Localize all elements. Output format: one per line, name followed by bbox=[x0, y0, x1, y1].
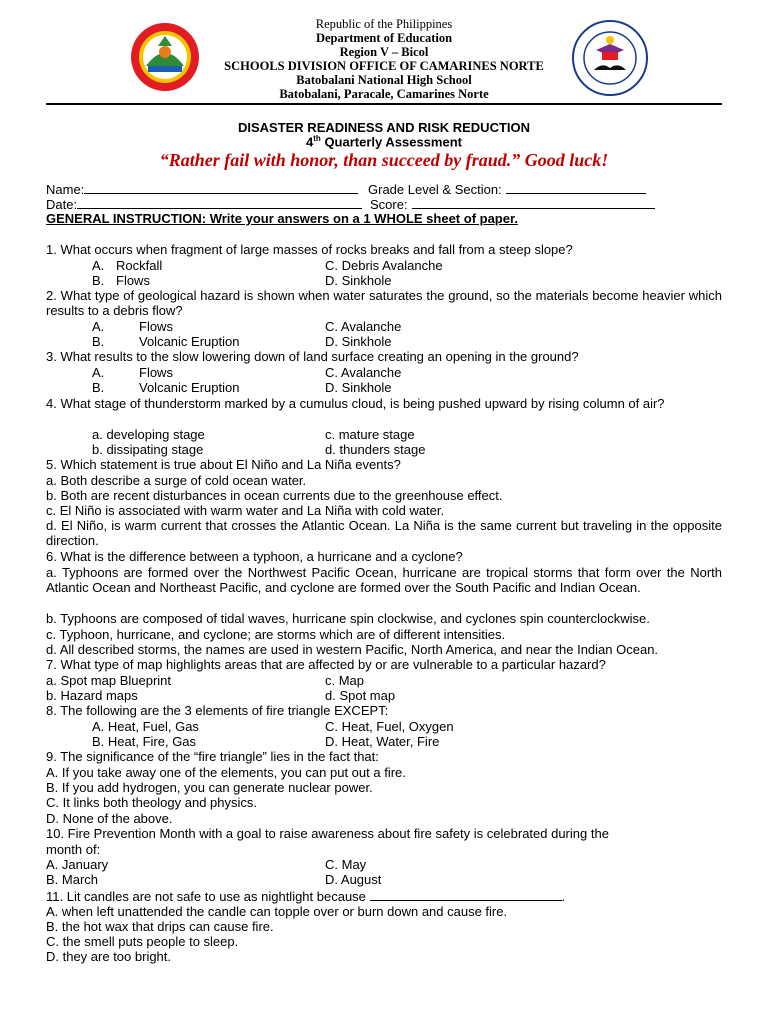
q4-option-c: c. mature stage bbox=[325, 427, 415, 442]
q2-option-b bbox=[92, 334, 239, 349]
q4-option-b: b. dissipating stage bbox=[92, 442, 204, 457]
q11-option-b: B. the hot wax that drips can cause fire. bbox=[46, 919, 274, 934]
q3-option-a-letter: A. bbox=[92, 365, 105, 380]
q6-option-c: c. Typhoon, hurricane, and cyclone; are storms which are of different intensities. bbox=[46, 627, 506, 642]
q5-option-b: b. Both are recent disturbances in ocean currents due to the greenhouse effect. bbox=[46, 488, 503, 503]
q6-option-a: a. Typhoons are formed over the Northwest Pacific Ocean, hurricane are tropical storms that form over the North Atlantic Ocean and Northeast Pacific, and cyclone are formed over the South Pacific and Indian Ocean. bbox=[46, 565, 722, 596]
q3-option-b-letter: B. bbox=[92, 380, 105, 395]
question-10-cont: month of: bbox=[46, 842, 101, 857]
name-label: Name: bbox=[46, 182, 85, 197]
q11-answer-blank[interactable] bbox=[370, 888, 562, 901]
question-7: 7. What type of map highlights areas that are affected by or are vulnerable to a particular hazard? bbox=[46, 657, 606, 672]
q1-option-b bbox=[92, 273, 150, 288]
header-line-address: Batobalani, Paracale, Camarines Norte bbox=[279, 87, 489, 101]
grade-label: Grade Level & Section: bbox=[368, 182, 502, 197]
question-11-end: . bbox=[561, 889, 566, 904]
q3-option-b bbox=[92, 380, 239, 395]
assessment-number: 4 bbox=[306, 134, 314, 150]
q10-option-b: B. March bbox=[46, 872, 99, 887]
q7-option-b: b. Hazard maps bbox=[46, 688, 138, 703]
header-line-republic: Republic of the Philippines bbox=[315, 17, 453, 31]
subject-title: DISASTER READINESS AND RISK REDUCTION bbox=[237, 120, 531, 135]
q1-option-a-text: Rockfall bbox=[116, 258, 163, 273]
q2-option-c: C. Avalanche bbox=[325, 319, 402, 334]
question-5: 5. Which statement is true about El Niño and La Niña events? bbox=[46, 457, 401, 472]
question-3: 3. What results to the slow lowering down of land surface creating an opening in the ground? bbox=[46, 349, 579, 364]
question-2: 2. What type of geological hazard is shown when water saturates the ground, so the materials become heavier which results to a debris flow? bbox=[46, 288, 722, 319]
q2-option-b-text: Volcanic Eruption bbox=[139, 334, 240, 349]
q1-option-a bbox=[92, 258, 162, 273]
q3-option-a bbox=[92, 365, 173, 380]
date-field[interactable] bbox=[46, 196, 362, 212]
q10-option-a: A. January bbox=[46, 857, 109, 872]
question-10: 10. Fire Prevention Month with a goal to raise awareness about fire safety is celebrated during the bbox=[46, 826, 609, 841]
score-field[interactable] bbox=[370, 196, 655, 212]
q7-option-d: d. Spot map bbox=[325, 688, 396, 703]
q2-option-b-letter: B. bbox=[92, 334, 105, 349]
q8-option-b: B. Heat, Fire, Gas bbox=[92, 734, 197, 749]
score-label: Score: bbox=[370, 197, 408, 212]
q1-option-d: D. Sinkhole bbox=[325, 273, 392, 288]
question-11 bbox=[46, 888, 565, 904]
q5-option-c: c. El Niño is associated with warm water and La Niña with cold water. bbox=[46, 503, 445, 518]
q3-option-a-text: Flows bbox=[139, 365, 173, 380]
grade-field[interactable] bbox=[368, 181, 646, 197]
name-blank[interactable] bbox=[84, 181, 358, 194]
q7-option-c: c. Map bbox=[325, 673, 365, 688]
header-line-region: Region V – Bicol bbox=[339, 45, 429, 59]
q1-option-c: C. Debris Avalanche bbox=[325, 258, 443, 273]
q3-option-c: C. Avalanche bbox=[325, 365, 402, 380]
q9-option-b: B. If you add hydrogen, you can generate nuclear power. bbox=[46, 780, 373, 795]
q3-option-d: D. Sinkhole bbox=[325, 380, 392, 395]
header-divider bbox=[46, 103, 722, 105]
name-field[interactable] bbox=[46, 181, 358, 197]
q11-option-c: C. the smell puts people to sleep. bbox=[46, 934, 239, 949]
q11-option-a: A. when left unattended the candle can topple over or burn down and cause fire. bbox=[46, 904, 508, 919]
q5-option-a: a. Both describe a surge of cold ocean water. bbox=[46, 473, 307, 488]
question-6: 6. What is the difference between a typhoon, a hurricane and a cyclone? bbox=[46, 549, 463, 564]
q8-option-a: A. Heat, Fuel, Gas bbox=[92, 719, 199, 734]
header-line-deped: Department of Education bbox=[315, 31, 453, 45]
assessment-text: Quarterly Assessment bbox=[320, 134, 462, 150]
header-line-school: Batobalani National High School bbox=[296, 73, 472, 87]
q2-option-d: D. Sinkhole bbox=[325, 334, 392, 349]
q2-option-a-letter: A. bbox=[92, 319, 105, 334]
q8-option-d: D. Heat, Water, Fire bbox=[325, 734, 440, 749]
date-label: Date: bbox=[46, 197, 78, 212]
q2-option-a-text: Flows bbox=[139, 319, 173, 334]
q6-option-b: b. Typhoons are composed of tidal waves, hurricane spin clockwise, and cyclones spin counterclockwise. bbox=[46, 611, 650, 626]
question-9: 9. The significance of the “fire triangle” lies in the fact that: bbox=[46, 749, 379, 764]
q4-option-a: a. developing stage bbox=[92, 427, 205, 442]
q2-option-a bbox=[92, 319, 173, 334]
question-4: 4. What stage of thunderstorm marked by a cumulus cloud, is being pushed upward by rising column of air? bbox=[46, 396, 665, 411]
q10-option-d: D. August bbox=[325, 872, 382, 887]
q10-option-c: C. May bbox=[325, 857, 367, 872]
general-instruction: GENERAL INSTRUCTION: Write your answers on a 1 WHOLE sheet of paper. bbox=[46, 211, 518, 226]
q8-option-c: C. Heat, Fuel, Oxygen bbox=[325, 719, 454, 734]
question-11-text: 11. Lit candles are not safe to use as nightlight because bbox=[46, 889, 366, 904]
q7-option-a: a. Spot map Blueprint bbox=[46, 673, 172, 688]
q6-option-d: d. All described storms, the names are used in western Pacific, North America, and near the Indian Ocean. bbox=[46, 642, 659, 657]
q9-option-c: C. It links both theology and physics. bbox=[46, 795, 258, 810]
q1-option-b-text: Flows bbox=[116, 273, 150, 288]
header-line-division: SCHOOLS DIVISION OFFICE OF CAMARINES NORTE bbox=[224, 59, 544, 73]
q1-option-b-letter: B. bbox=[92, 273, 105, 288]
score-blank[interactable] bbox=[412, 196, 655, 209]
q4-option-d: d. thunders stage bbox=[325, 442, 426, 457]
assessment-suffix: th bbox=[313, 134, 321, 143]
date-blank[interactable] bbox=[77, 196, 362, 209]
grade-blank[interactable] bbox=[506, 181, 646, 194]
q9-option-d: D. None of the above. bbox=[46, 811, 173, 826]
question-8: 8. The following are the 3 elements of fire triangle EXCEPT: bbox=[46, 703, 389, 718]
motto: “Rather fail with honor, than succeed by fraud.” Good luck! bbox=[159, 150, 609, 170]
q9-option-a: A. If you take away one of the elements, you can put out a fire. bbox=[46, 765, 406, 780]
q11-option-d: D. they are too bright. bbox=[46, 949, 172, 964]
q3-option-b-text: Volcanic Eruption bbox=[139, 380, 240, 395]
q5-option-d: d. El Niño, is warm current that crosses the Atlantic Ocean. La Niña is the same current but traveling in the opposite direction. bbox=[46, 518, 722, 549]
q1-option-a-letter: A. bbox=[92, 258, 105, 273]
assessment-title bbox=[0, 134, 768, 149]
question-1: 1. What occurs when fragment of large masses of rocks breaks and fall from a steep slope? bbox=[46, 242, 573, 257]
